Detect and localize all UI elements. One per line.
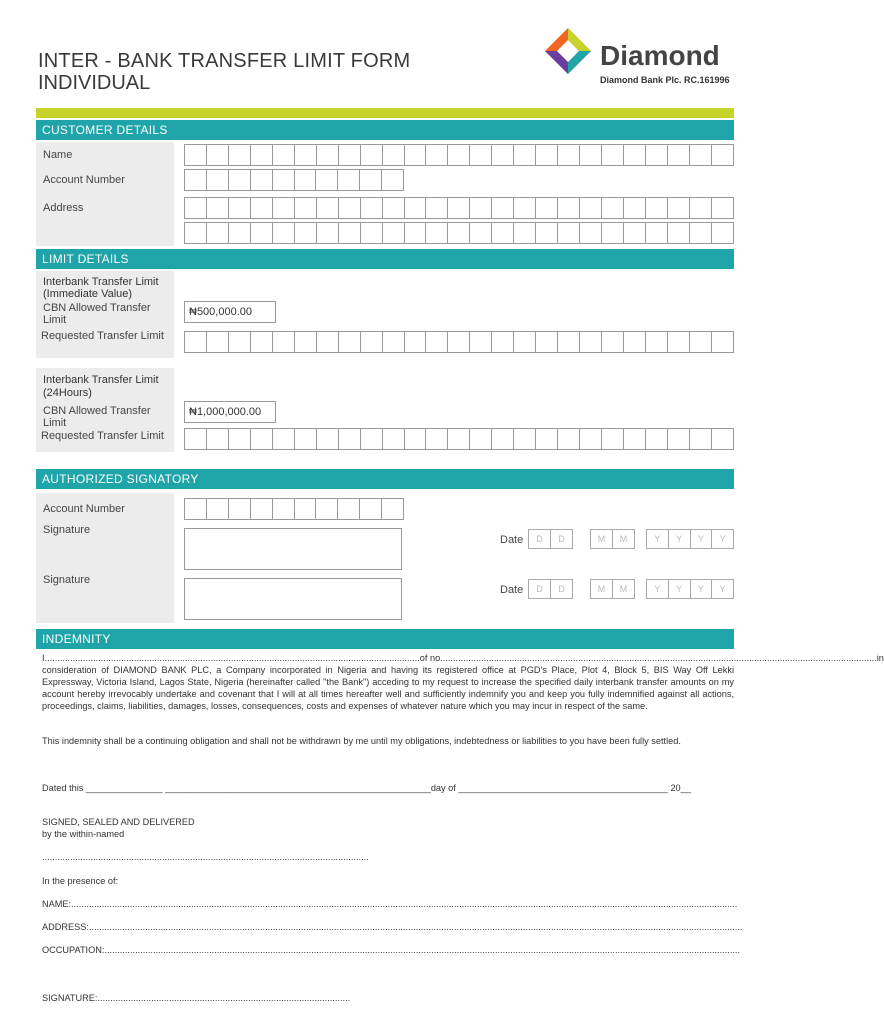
witness-occupation-line: OCCUPATION:.........................................................................................................................................................................................................................................................: [42, 945, 741, 955]
requested-limit-label: Requested Transfer Limit: [41, 330, 164, 342]
24h-limit-title: Interbank Transfer Limit (24Hours): [43, 374, 159, 399]
date-month-2[interactable]: M M: [590, 579, 635, 599]
witness-signature-line: SIGNATURE:...................................................................................................: [42, 993, 351, 1003]
address-field-line1[interactable]: [184, 197, 734, 219]
limit-details-heading: LIMIT DETAILS: [36, 249, 734, 269]
indemnity-name-line: I...................................................................................................................................................of no...........................................................................................................................................................................in: [42, 653, 884, 663]
signed-sealed-line: SIGNED, SEALED AND DELIVERED: [42, 817, 195, 827]
date-label-2: Date: [500, 584, 524, 596]
name-label: Name: [43, 149, 73, 161]
witness-name-line: NAME:.....................................................................................................................................................................................................................................................................: [42, 899, 738, 909]
signatory-account-field[interactable]: [184, 498, 404, 520]
date-year-2[interactable]: Y Y Y Y: [646, 579, 734, 599]
signature-label-1: Signature: [43, 524, 91, 536]
date-day-1[interactable]: D D: [528, 529, 573, 549]
address-field-line2[interactable]: [184, 222, 734, 244]
date-day-2[interactable]: D D: [528, 579, 573, 599]
cbn-allowed-value-24h: ₦1,000,000.00: [184, 401, 276, 423]
requested-limit-field[interactable]: [184, 331, 734, 353]
name-field[interactable]: [184, 144, 734, 166]
cbn-allowed-label: CBN Allowed Transfer Limit: [43, 302, 151, 326]
address-label: Address: [43, 202, 84, 214]
diamond-logo-icon: [543, 26, 593, 76]
date-label-1: Date: [500, 534, 524, 546]
signature-box-2[interactable]: [184, 578, 402, 620]
indemnity-heading: INDEMNITY: [36, 629, 734, 649]
authorized-signatory-heading: AUTHORIZED SIGNATORY: [36, 469, 734, 489]
date-year-1[interactable]: Y Y Y Y: [646, 529, 734, 549]
indemnity-paragraph-2: This indemnity shall be a continuing obligation and shall not be withdrawn by me until my obligations, indebtedness or liabilities to you have been fully settled.: [42, 736, 681, 746]
signature-label-2: Signature: [43, 574, 91, 586]
presence-label: In the presence of:: [42, 876, 119, 886]
within-named-line: by the within-named: [42, 829, 125, 839]
logo-text: Diamond: [600, 40, 720, 71]
requested-limit-field-24h[interactable]: [184, 428, 734, 450]
header-accent-bar: [36, 108, 734, 118]
account-number-label: Account Number: [43, 174, 125, 186]
cbn-allowed-label-24h: CBN Allowed Transfer Limit: [43, 405, 151, 429]
dated-line: Dated this _______________ ____________________________________________________day of _________________________________________ 20__: [42, 783, 691, 793]
witness-address-line: ADDRESS:................................................................................................................................................................................................................................................................: [42, 922, 743, 932]
form-title: INTER - BANK TRANSFER LIMIT FORM: [38, 50, 411, 72]
date-month-1[interactable]: M M: [590, 529, 635, 549]
signature-box-1[interactable]: [184, 528, 402, 570]
indemnity-paragraph-1: consideration of DIAMOND BANK PLC, a Company incorporated in Nigeria and having its registered office at PGD's Place, Plot 4, Block 5, BIS Way Off Lekki Expressway, Victoria Island, Lagos State, Nigeria (hereinafter called "the Bank") acceding to my request to increase the specified daily interbank transfer amounts on my account hereby irrevocably undertake and covenant that I will at all times hereafter well and sufficiently indemnify you and keep you fully indemnified against all actions, proceedings, claims, liabilities, damages, losses, consequences, costs and expenses of whatever nature which you may incur in respect of the same.: [42, 665, 734, 711]
signatory-account-label: Account Number: [43, 503, 125, 515]
requested-limit-label-24h: Requested Transfer Limit: [41, 430, 164, 442]
signatory-dots-line: ................................................................................................................................: [42, 852, 369, 862]
customer-details-heading: CUSTOMER DETAILS: [36, 120, 734, 140]
immediate-limit-title: Interbank Transfer Limit (Immediate Value): [43, 276, 159, 300]
account-number-field[interactable]: [184, 169, 404, 191]
form-subtitle: INDIVIDUAL: [38, 72, 151, 94]
logo-subtext: Diamond Bank Plc. RC.161996: [600, 75, 730, 85]
cbn-allowed-value: ₦500,000.00: [184, 301, 276, 323]
